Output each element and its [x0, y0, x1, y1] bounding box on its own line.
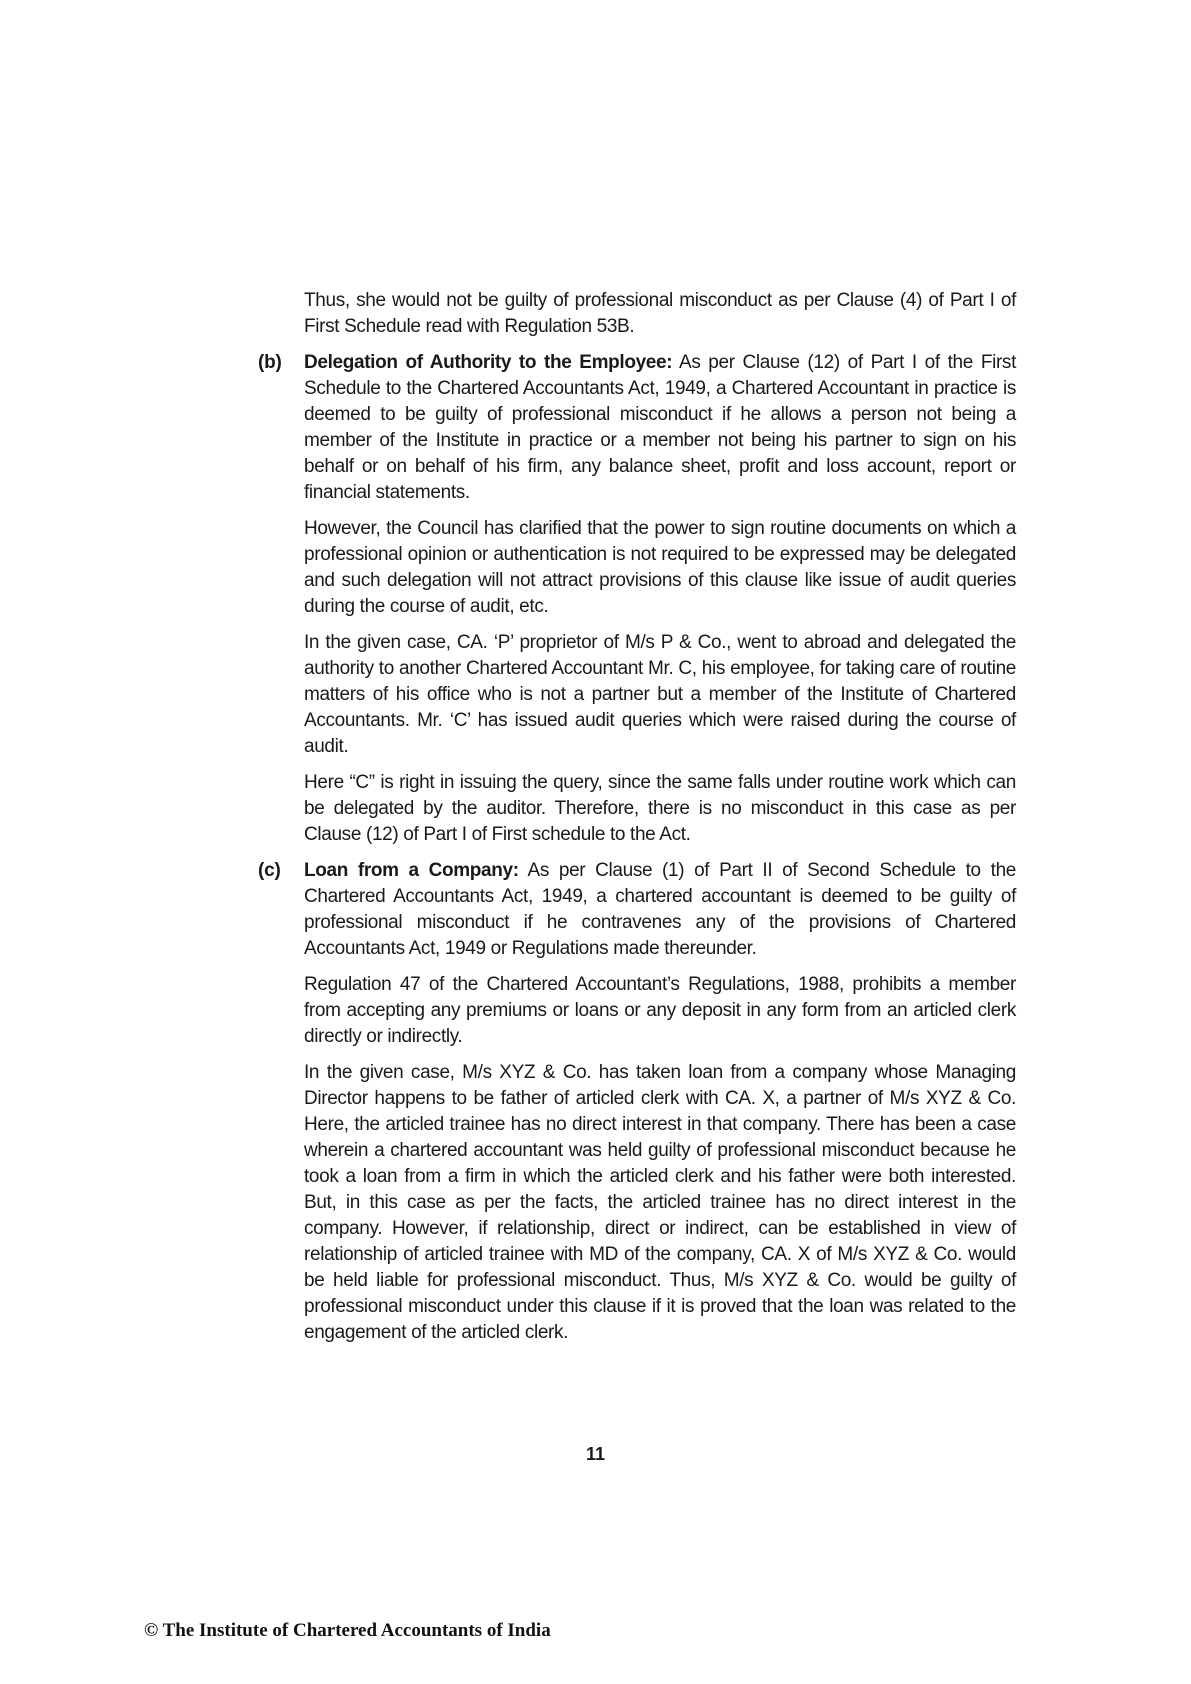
item-b-paragraph: However, the Council has clarified that the power to sign routine documents on which a professional opinion or authentication is not required to be expressed may be delegated and such delegation will not attract provisions of this clause like issue of audit queries during the course of audit, etc.: [304, 518, 1016, 617]
item-b-lead-paragraph: [304, 350, 1016, 506]
page-content: [258, 288, 1016, 1356]
item-b-lead-text: As per Clause (12) of Part I of the First Schedule to the Chartered Accountants Act, 1949, a Chartered Accountant in practice is deemed to be guilty of professional misconduct if he allows a person not being a member of the Institute in practice or a member not being his partner to sign on his behalf or on behalf of his firm, any balance sheet, profit and loss account, report or financial statements.: [304, 352, 1016, 503]
item-label-b: (b): [258, 352, 282, 373]
page-number: 11: [585, 1444, 606, 1464]
item-c-heading: Loan from a Company:: [304, 860, 519, 881]
item-b-heading: Delegation of Authority to the Employee:: [304, 352, 673, 373]
item-c-lead-text: As per Clause (1) of Part II of Second Schedule to the Chartered Accountants Act, 1949, a chartered accountant is deemed to be guilty of professional misconduct if he contravenes any of the provisions of Chartered Accountants Act, 1949 or Regulations made thereunder.: [304, 860, 1016, 959]
item-b-paragraph: Here “C” is right in issuing the query, since the same falls under routine work which can be delegated by the auditor. Therefore, there is no misconduct in this case as per Clause (12) of Part I of First schedule to the Act.: [304, 772, 1016, 845]
copyright-footer: © The Institute of Chartered Accountants of India: [144, 1620, 551, 1641]
intro-paragraph: Thus, she would not be guilty of professional misconduct as per Clause (4) of Part I of First Schedule read with Regulation 53B.: [304, 290, 1016, 337]
item-label-c: (c): [258, 860, 281, 881]
list-item-b: [258, 350, 1016, 848]
item-c-lead-paragraph: [304, 858, 1016, 962]
item-c-paragraph: Regulation 47 of the Chartered Accountant’s Regulations, 1988, prohibits a member from accepting any premiums or loans or any deposit in any form from an articled clerk directly or indirectly.: [304, 974, 1016, 1047]
item-b-paragraph: In the given case, CA. ‘P’ proprietor of M/s P & Co., went to abroad and delegated the authority to another Chartered Accountant Mr. C, his employee, for taking care of routine matters of his office who is not a partner but a member of the Institute of Chartered Accountants. Mr. ‘C’ has issued audit queries which were raised during the course of audit.: [304, 632, 1016, 757]
item-c-paragraph: In the given case, M/s XYZ & Co. has taken loan from a company whose Managing Director happens to be father of articled clerk with CA. X, a partner of M/s XYZ & Co. Here, the articled trainee has no direct interest in that company. There has been a case wherein a chartered accountant was held guilty of professional misconduct because he took a loan from a firm in which the articled clerk and his father were both interested. But, in this case as per the facts, the articled trainee has no direct interest in the company. However, if relationship, direct or indirect, can be established in view of relationship of articled trainee with MD of the company, CA. X of M/s XYZ & Co. would be held liable for professional misconduct. Thus, M/s XYZ & Co. would be guilty of professional misconduct under this clause if it is proved that the loan was related to the engagement of the articled clerk.: [304, 1062, 1016, 1343]
list-item-c: [258, 858, 1016, 1346]
